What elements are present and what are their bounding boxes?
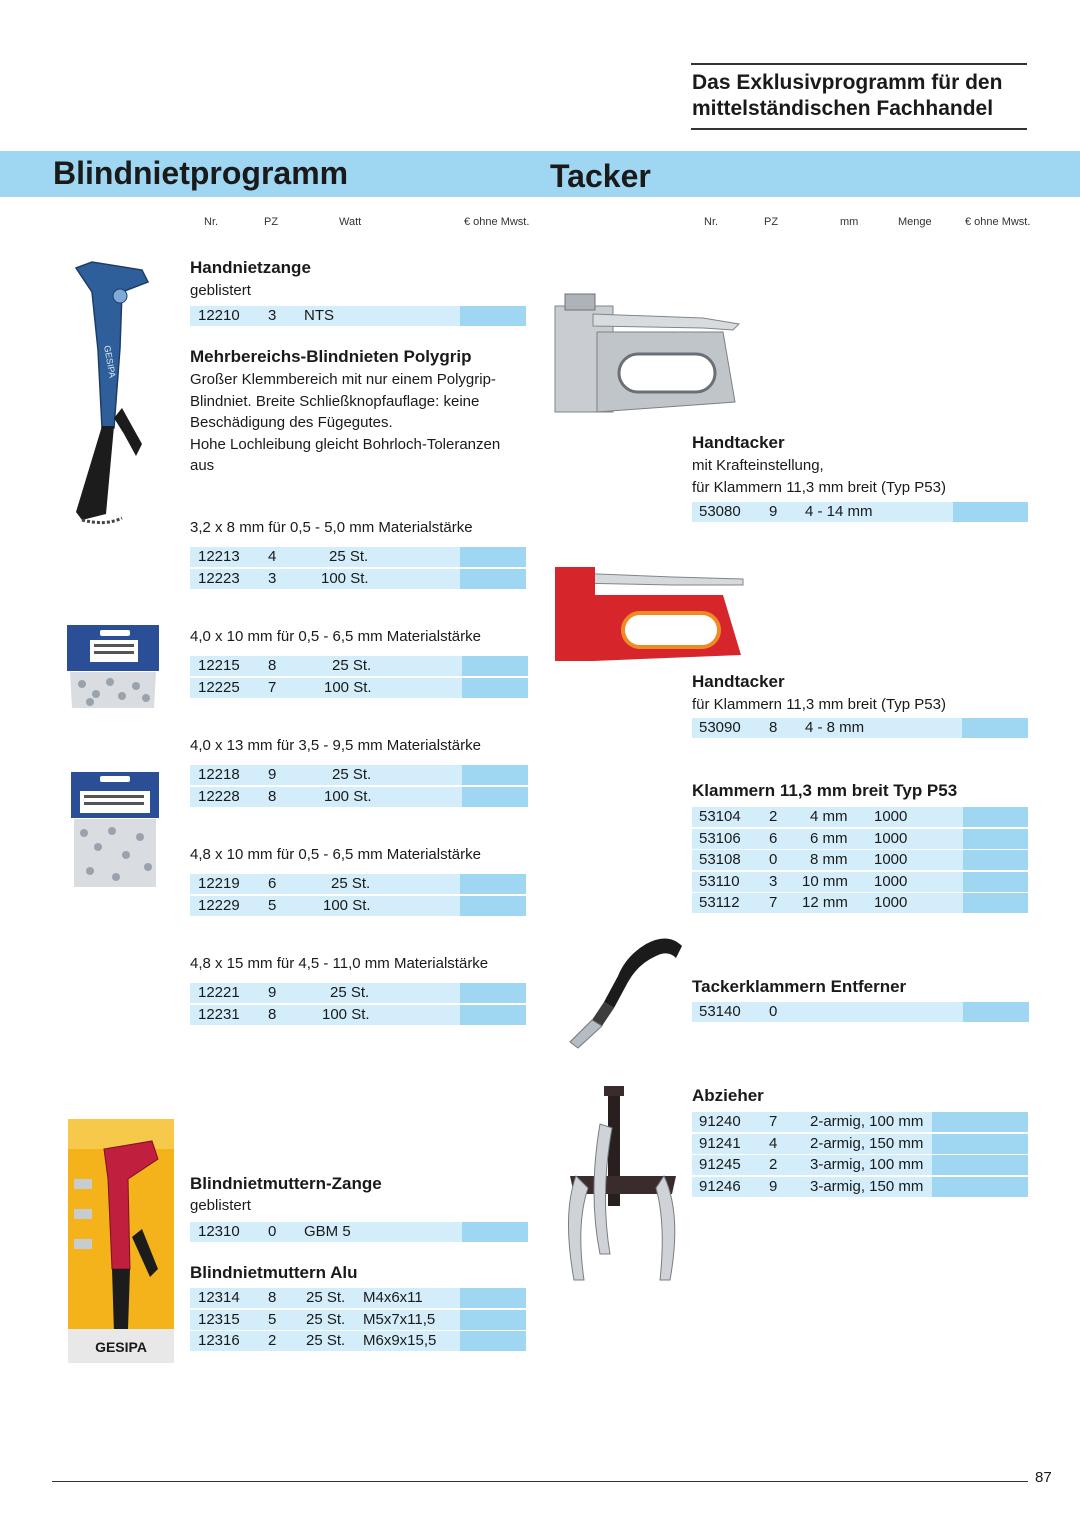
cell-nr: 12225 (198, 678, 240, 696)
price-cell (460, 1005, 526, 1025)
section-title-blindniet: Blindnietprogramm (53, 155, 349, 191)
cell-nr: 53110 (699, 872, 740, 890)
cell-value: 25 St. (329, 548, 369, 565)
table-row (692, 829, 1028, 849)
cell-menge: 1000 (874, 851, 908, 869)
price-cell (462, 1222, 528, 1242)
cell-value: 25 St. (330, 984, 370, 1001)
table-row (190, 787, 528, 807)
price-cell (460, 547, 526, 567)
cell-pz: 8 (268, 1005, 277, 1023)
cell-nr: 12231 (198, 1005, 240, 1023)
table-entferner (692, 1002, 1029, 1024)
table-row (190, 1005, 526, 1025)
cell-pz: 7 (769, 894, 778, 912)
rivet-pack-image (70, 771, 160, 891)
price-cell (460, 1310, 526, 1330)
table-row (190, 983, 526, 1003)
cell-nr: 53140 (699, 1003, 741, 1020)
footer-rule (52, 1481, 1028, 1482)
table-group (190, 765, 528, 808)
product-title-handtacker: Handtacker (692, 672, 785, 691)
group-label: 4,8 x 10 mm für 0,5 - 6,5 mm Materialstärke (190, 846, 481, 863)
table-row (692, 1134, 1028, 1154)
product-title-muttern-zange: Blindnietmuttern-Zange (190, 1174, 382, 1193)
group-label: 4,8 x 15 mm für 4,5 - 11,0 mm Materialstärke (190, 955, 489, 972)
cell-nr: 53106 (699, 829, 741, 847)
cell-pz: 8 (268, 787, 277, 805)
description-line: mit Krafteinstellung, (692, 457, 824, 474)
tagline-top-rule (691, 63, 1027, 65)
cell-value: 25 St. (332, 657, 372, 674)
col-pz: PZ (764, 216, 779, 228)
group-label: 3,2 x 8 mm für 0,5 - 5,0 mm Materialstärke (190, 519, 473, 536)
cell-pz: 2 (769, 1156, 778, 1174)
cell-mm: 4 - 8 mm (805, 719, 865, 736)
group-label: 4,0 x 13 mm für 3,5 - 9,5 mm Materialstärke (190, 737, 481, 754)
table-muttern-alu (190, 1288, 526, 1353)
cell-nr: 12215 (198, 657, 240, 674)
table-row (692, 502, 1028, 522)
product-subtitle: geblistert (190, 1197, 251, 1214)
cell-mm: 8 mm (810, 851, 848, 869)
price-cell (932, 1134, 1028, 1154)
cell-mm: 10 mm (802, 872, 848, 890)
cell-value: 100 St. (324, 787, 372, 805)
cell-pz: 9 (769, 503, 778, 520)
table-row (190, 874, 526, 894)
price-cell (462, 765, 528, 785)
page-number: 87 (1035, 1469, 1052, 1486)
cell-pz: 8 (268, 657, 277, 674)
price-cell (460, 569, 526, 589)
cell-menge: 1000 (874, 808, 908, 825)
rivet-pack-image (66, 624, 160, 710)
price-cell (953, 502, 1028, 522)
table-row (190, 1288, 526, 1308)
cell-value: GBM 5 (304, 1223, 351, 1240)
table-row (190, 896, 526, 916)
table-row (692, 1002, 1029, 1022)
price-cell (963, 872, 1028, 892)
cell-nr: 53112 (699, 894, 740, 912)
description-line: für Klammern 11,3 mm breit (Typ P53) (692, 478, 946, 496)
col-price: € ohne Mwst. (464, 216, 530, 228)
table-abzieher (692, 1112, 1028, 1198)
description-line: Blindniet. Breite Schließknopfauflage: keine (190, 392, 480, 410)
description-line: Beschädigung des Fügegutes. (190, 414, 393, 431)
chrome-stapler-image (553, 292, 743, 416)
cell-nr: 12213 (198, 548, 240, 565)
cell-desc: 3-armig, 100 mm (810, 1156, 924, 1174)
product-title-entferner: Tackerklammern Entferner (692, 977, 907, 996)
table-row (190, 569, 526, 589)
rivet-nut-pliers-image (68, 1119, 174, 1363)
cell-pz: 9 (769, 1177, 778, 1195)
col-watt: Watt (339, 216, 362, 228)
price-cell (460, 1288, 526, 1308)
cell-pz: 6 (769, 829, 778, 847)
cell-nr: 53108 (699, 851, 741, 869)
price-cell (460, 1331, 526, 1351)
cell-pz: 3 (769, 872, 778, 890)
price-cell (962, 718, 1028, 738)
description-line: Großer Klemmbereich mit nur einem Polygrip- (190, 371, 496, 388)
table-row (190, 1331, 526, 1351)
cell-desc: 2-armig, 150 mm (810, 1134, 924, 1152)
cell-pz: 5 (268, 1310, 277, 1328)
cell-nr: 53090 (699, 719, 741, 736)
cell-pz: 9 (268, 984, 277, 1001)
cell-mm: 12 mm (802, 894, 848, 912)
table-row (190, 1222, 528, 1242)
cell-nr: 12223 (198, 569, 240, 587)
cell-pz: 9 (268, 766, 277, 783)
cell-nr: 12316 (198, 1332, 240, 1350)
table-row (190, 1310, 526, 1330)
col-mm: mm (840, 216, 859, 228)
cell-pz: 7 (268, 678, 277, 696)
tagline-line-1: Das Exklusivprogramm für den (692, 71, 1003, 94)
price-cell (462, 656, 528, 676)
cell-nr: 91240 (699, 1113, 741, 1130)
price-cell (460, 306, 526, 326)
cell-pz: 0 (268, 1223, 277, 1240)
section-title-tacker: Tacker (550, 158, 651, 194)
cell-value: 100 St. (321, 569, 369, 587)
group-label: 4,0 x 10 mm für 0,5 - 6,5 mm Materialstärke (190, 628, 481, 645)
cell-pz: 5 (268, 896, 277, 914)
product-title-klammern: Klammern 11,3 mm breit Typ P53 (692, 781, 958, 800)
gear-puller-image (560, 1084, 686, 1290)
cell-value: 100 St. (323, 896, 371, 914)
table-row (692, 718, 1028, 738)
product-title-polygrip: Mehrbereichs-Blindnieten Polygrip (190, 347, 472, 366)
table-handtacker-2 (692, 718, 1028, 740)
table-row (692, 850, 1028, 870)
cell-value: 25 St. (332, 766, 372, 783)
cell-nr: 91246 (699, 1177, 741, 1195)
table-row (190, 306, 526, 326)
cell-pz: 8 (268, 1289, 277, 1306)
price-cell (932, 1155, 1028, 1175)
cell-pz: 0 (769, 851, 778, 869)
cell-size: M4x6x11 (363, 1289, 423, 1306)
cell-menge: 1000 (874, 829, 908, 847)
cell-nr: 53080 (699, 503, 741, 520)
description-line: Hohe Lochleibung gleicht Bohrloch-Toleranzen (190, 435, 501, 453)
table-group (190, 656, 528, 699)
price-cell (932, 1177, 1028, 1197)
description-line: für Klammern 11,3 mm breit (Typ P53) (692, 696, 946, 713)
table-group (190, 547, 526, 590)
price-cell (963, 829, 1028, 849)
cell-nr: 12218 (198, 766, 240, 783)
cell-value: 25 St. (331, 875, 371, 892)
cell-value: 100 St. (322, 1005, 370, 1023)
table-klammern (692, 807, 1028, 915)
table-row (190, 765, 528, 785)
cell-nr: 12314 (198, 1289, 240, 1306)
cell-menge: 1000 (874, 894, 908, 912)
product-description (190, 369, 530, 477)
cell-pz: 2 (769, 808, 778, 825)
table-row (692, 872, 1028, 892)
table-row (692, 893, 1028, 913)
cell-mm: 4 mm (810, 808, 848, 825)
col-price: € ohne Mwst. (965, 216, 1031, 228)
cell-pz: 7 (769, 1113, 778, 1130)
cell-nr: 91241 (699, 1134, 741, 1152)
cell-pz: 8 (769, 719, 778, 736)
cell-pz: 0 (769, 1003, 778, 1020)
product-title-abzieher: Abzieher (692, 1086, 764, 1105)
cell-mm: 4 - 14 mm (805, 503, 873, 520)
cell-value: NTS (304, 307, 334, 324)
price-cell (932, 1112, 1028, 1132)
tagline (692, 70, 1032, 122)
price-cell (462, 678, 528, 698)
product-subtitle: geblistert (190, 282, 251, 299)
table-muttern-zange (190, 1222, 528, 1244)
price-cell (963, 850, 1028, 870)
price-cell (963, 1002, 1029, 1022)
product-description (692, 455, 1032, 498)
tagline-bottom-rule (691, 128, 1027, 130)
cell-pz: 3 (268, 569, 277, 587)
cell-pz: 6 (268, 875, 277, 892)
cell-qty: 25 St. (306, 1289, 346, 1306)
product-title-handnietzange: Handnietzange (190, 258, 311, 277)
table-row (692, 1112, 1028, 1132)
table-group (190, 983, 526, 1026)
table-row (692, 807, 1028, 827)
cell-pz: 4 (769, 1134, 778, 1152)
cell-pz: 3 (268, 307, 277, 324)
price-cell (963, 893, 1028, 913)
cell-qty: 25 St. (306, 1332, 346, 1350)
price-cell (460, 896, 526, 916)
table-handnietzange (190, 306, 526, 328)
price-cell (460, 983, 526, 1003)
cell-pz: 2 (268, 1332, 277, 1350)
hand-riveter-image (62, 258, 162, 530)
cell-nr: 12228 (198, 787, 240, 805)
table-handtacker-1 (692, 502, 1028, 524)
price-cell (963, 807, 1028, 827)
cell-nr: 12210 (198, 307, 240, 324)
product-title-muttern-alu: Blindnietmuttern Alu (190, 1263, 358, 1282)
table-row (692, 1177, 1028, 1197)
cell-desc: 2-armig, 100 mm (810, 1113, 924, 1130)
table-row (190, 678, 528, 698)
col-nr: Nr. (704, 216, 719, 228)
col-menge: Menge (898, 216, 932, 228)
cell-nr: 12221 (198, 984, 240, 1001)
product-description (692, 694, 1032, 716)
description-line: aus (190, 457, 215, 474)
col-nr: Nr. (204, 216, 219, 228)
cell-nr: 91245 (699, 1156, 741, 1174)
brand-lettering: GESIPA (95, 1339, 147, 1355)
col-pz: PZ (264, 216, 279, 228)
cell-size: M5x7x11,5 (363, 1310, 436, 1328)
table-group (190, 874, 526, 917)
brand-lettering: GESIPA (102, 344, 118, 379)
cell-nr: 12310 (198, 1223, 240, 1240)
table-row (190, 656, 528, 676)
table-row (692, 1155, 1028, 1175)
red-stapler-image (553, 565, 747, 665)
cell-desc: 3-armig, 150 mm (810, 1177, 924, 1195)
cell-nr: 12315 (198, 1310, 240, 1328)
cell-nr: 12229 (198, 896, 240, 914)
staple-remover-image (564, 936, 688, 1056)
tagline-line-2: mittelständischen Fachhandel (692, 97, 994, 120)
cell-nr: 12219 (198, 875, 240, 892)
price-cell (462, 787, 528, 807)
table-row (190, 547, 526, 567)
product-title-handtacker: Handtacker (692, 433, 785, 452)
cell-value: 100 St. (324, 678, 372, 696)
cell-menge: 1000 (874, 872, 908, 890)
cell-mm: 6 mm (810, 829, 848, 847)
cell-size: M6x9x15,5 (363, 1332, 437, 1350)
price-cell (460, 874, 526, 894)
cell-qty: 25 St. (306, 1310, 346, 1328)
cell-pz: 4 (268, 548, 277, 565)
cell-nr: 53104 (699, 808, 741, 825)
